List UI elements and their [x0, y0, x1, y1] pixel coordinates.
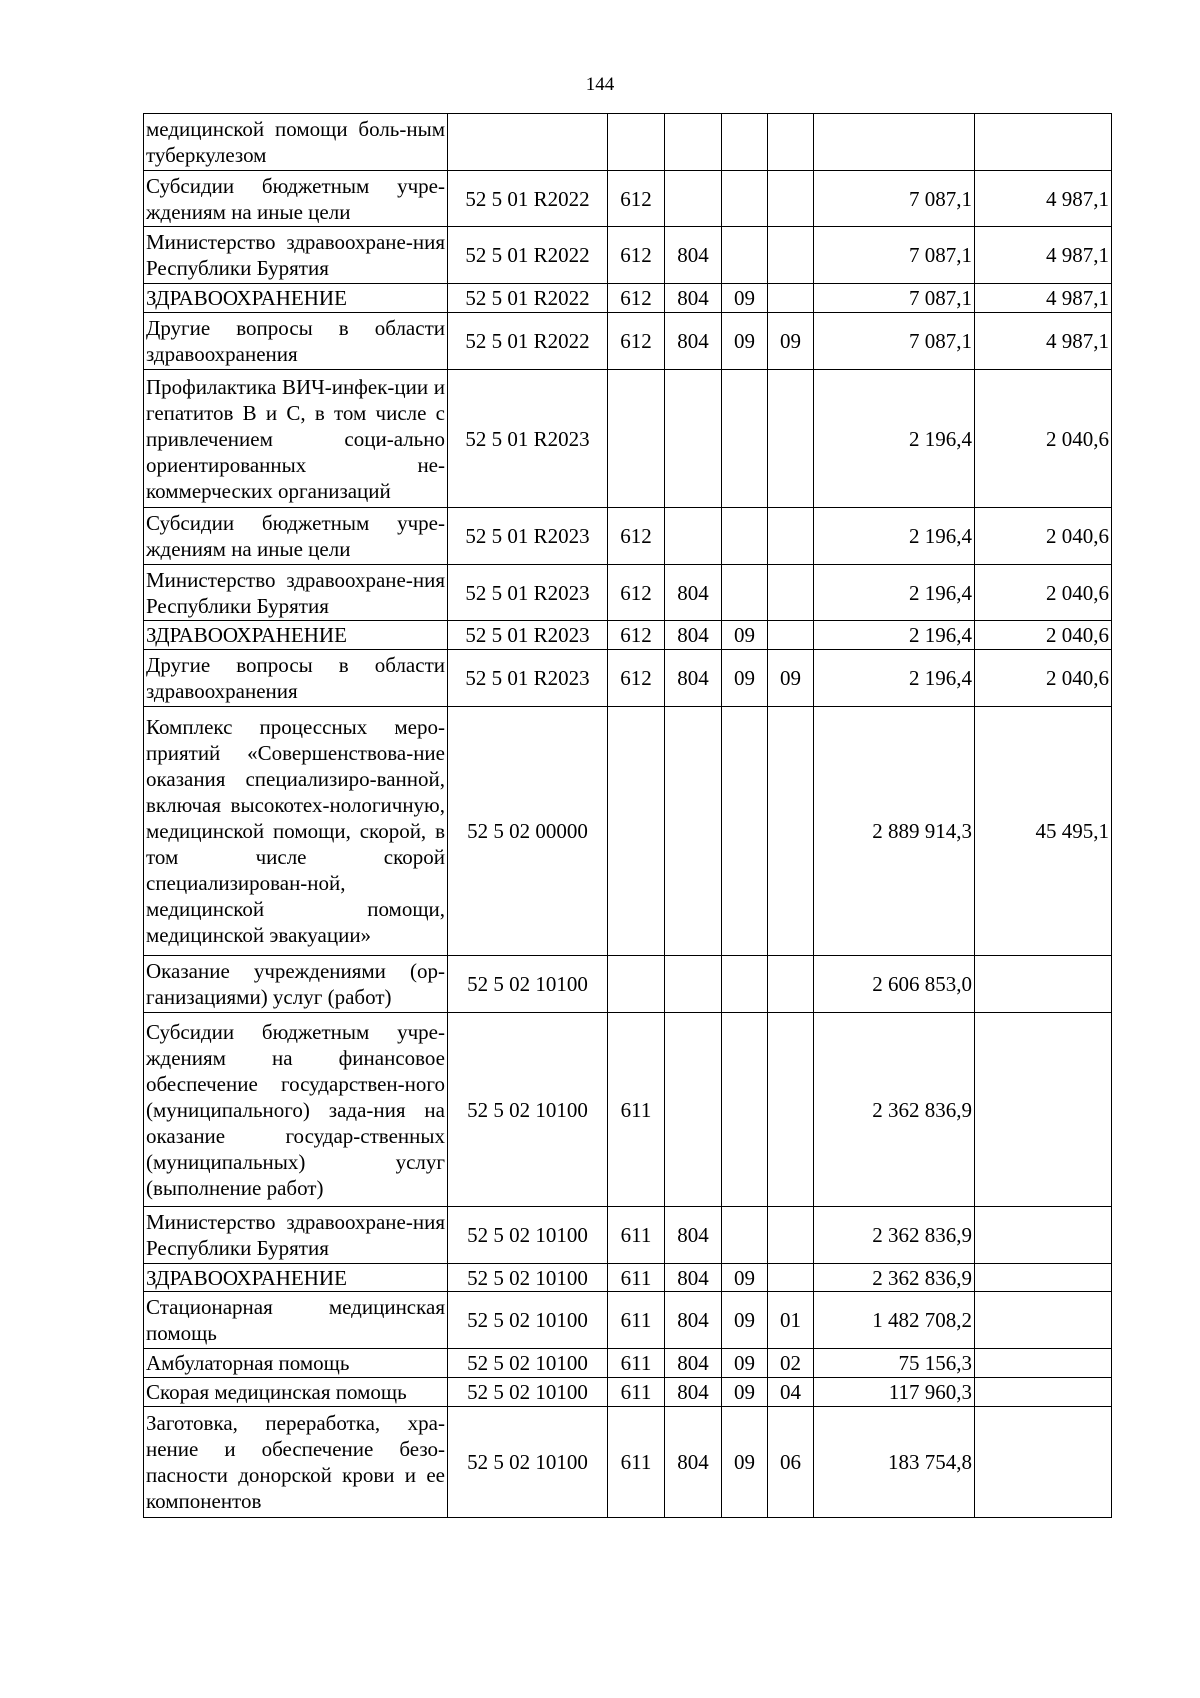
amount-2-cell [975, 1349, 1112, 1378]
table-row [144, 1013, 1112, 1207]
row-name-cell: Министерство здравоохране-ния Республики Бурятия [144, 227, 448, 284]
amount-2-cell: 2 040,6 [975, 370, 1112, 508]
expense-type-cell: 611 [608, 1013, 665, 1207]
expense-type-cell: 612 [608, 621, 665, 650]
amount-cell: 2 606 853,0 [814, 956, 975, 1013]
amount-cell: 7 087,1 [814, 313, 975, 370]
administrator-code-cell: 804 [665, 621, 722, 650]
amount-cell: 7 087,1 [814, 284, 975, 313]
amount-2-cell: 4 987,1 [975, 227, 1112, 284]
target-article-code-cell: 52 5 01 R2023 [448, 370, 608, 508]
row-name-cell: Оказание учреждениями (ор-ганизациями) услуг (работ) [144, 956, 448, 1013]
administrator-code-cell: 804 [665, 1264, 722, 1292]
administrator-code-cell: 804 [665, 227, 722, 284]
amount-2-cell [975, 1292, 1112, 1349]
administrator-code-cell [665, 370, 722, 508]
row-name-cell: ЗДРАВООХРАНЕНИЕ [144, 284, 448, 313]
amount-2-cell [975, 956, 1112, 1013]
amount-cell: 2 362 836,9 [814, 1207, 975, 1264]
section-code-cell: 09 [722, 313, 768, 370]
row-name-cell: Субсидии бюджетным учре-ждениям на иные цели [144, 508, 448, 565]
subsection-code-cell: 01 [768, 1292, 814, 1349]
subsection-code-cell [768, 956, 814, 1013]
administrator-code-cell: 804 [665, 1292, 722, 1349]
subsection-code-cell [768, 227, 814, 284]
amount-cell: 117 960,3 [814, 1378, 975, 1407]
expense-type-cell: 611 [608, 1407, 665, 1518]
expense-type-cell [608, 956, 665, 1013]
target-article-code-cell: 52 5 01 R2023 [448, 508, 608, 565]
amount-2-cell: 2 040,6 [975, 650, 1112, 707]
expense-type-cell: 612 [608, 565, 665, 621]
subsection-code-cell [768, 621, 814, 650]
administrator-code-cell [665, 956, 722, 1013]
administrator-code-cell: 804 [665, 313, 722, 370]
table-row [144, 621, 1112, 650]
section-code-cell [722, 1013, 768, 1207]
table-row [144, 313, 1112, 370]
amount-cell: 2 889 914,3 [814, 707, 975, 956]
row-name-cell: Министерство здравоохране-ния Республики Бурятия [144, 1207, 448, 1264]
section-code-cell [722, 171, 768, 227]
expense-type-cell: 611 [608, 1207, 665, 1264]
target-article-code-cell: 52 5 02 10100 [448, 1264, 608, 1292]
row-name-cell: ЗДРАВООХРАНЕНИЕ [144, 621, 448, 650]
administrator-code-cell [665, 707, 722, 956]
section-code-cell: 09 [722, 1264, 768, 1292]
amount-2-cell [975, 1207, 1112, 1264]
administrator-code-cell: 804 [665, 565, 722, 621]
expense-type-cell [608, 370, 665, 508]
amount-2-cell: 45 495,1 [975, 707, 1112, 956]
target-article-code-cell: 52 5 02 10100 [448, 1349, 608, 1378]
target-article-code-cell: 52 5 01 R2023 [448, 565, 608, 621]
expense-type-cell: 611 [608, 1378, 665, 1407]
section-code-cell [722, 1207, 768, 1264]
row-name-cell: Субсидии бюджетным учре-ждениям на иные цели [144, 171, 448, 227]
expense-type-cell: 612 [608, 284, 665, 313]
table-row [144, 227, 1112, 284]
amount-cell: 2 196,4 [814, 621, 975, 650]
subsection-code-cell [768, 370, 814, 508]
amount-cell [814, 114, 975, 171]
administrator-code-cell: 804 [665, 650, 722, 707]
table-row [144, 1378, 1112, 1407]
section-code-cell [722, 707, 768, 956]
row-name-cell: Амбулаторная помощь [144, 1349, 448, 1378]
expense-type-cell: 611 [608, 1264, 665, 1292]
expense-type-cell: 611 [608, 1349, 665, 1378]
administrator-code-cell [665, 114, 722, 171]
subsection-code-cell [768, 171, 814, 227]
amount-2-cell [975, 1264, 1112, 1292]
administrator-code-cell: 804 [665, 1407, 722, 1518]
table-row [144, 1407, 1112, 1518]
subsection-code-cell [768, 284, 814, 313]
amount-2-cell [975, 1013, 1112, 1207]
table-row [144, 171, 1112, 227]
expense-type-cell [608, 707, 665, 956]
table-row [144, 565, 1112, 621]
target-article-code-cell: 52 5 01 R2022 [448, 313, 608, 370]
subsection-code-cell: 09 [768, 650, 814, 707]
amount-cell: 2 362 836,9 [814, 1013, 975, 1207]
row-name-cell: Другие вопросы в области здравоохранения [144, 313, 448, 370]
administrator-code-cell: 804 [665, 284, 722, 313]
row-name-cell: Скорая медицинская помощь [144, 1378, 448, 1407]
target-article-code-cell: 52 5 02 10100 [448, 956, 608, 1013]
row-name-cell: Субсидии бюджетным учре-ждениям на финансовое обеспечение государствен-ного (муниципального) зада-ния на оказание государ-ственных (муниципальных) услуг (выполнение работ) [144, 1013, 448, 1207]
target-article-code-cell: 52 5 02 00000 [448, 707, 608, 956]
amount-2-cell: 2 040,6 [975, 565, 1112, 621]
expense-type-cell: 612 [608, 508, 665, 565]
table-row [144, 1349, 1112, 1378]
amount-2-cell [975, 1407, 1112, 1518]
expense-type-cell: 612 [608, 313, 665, 370]
target-article-code-cell: 52 5 02 10100 [448, 1407, 608, 1518]
expense-type-cell [608, 114, 665, 171]
section-code-cell: 09 [722, 1349, 768, 1378]
subsection-code-cell: 09 [768, 313, 814, 370]
amount-cell: 7 087,1 [814, 227, 975, 284]
section-code-cell: 09 [722, 621, 768, 650]
table-row [144, 1207, 1112, 1264]
section-code-cell [722, 114, 768, 171]
table-row [144, 284, 1112, 313]
amount-cell: 75 156,3 [814, 1349, 975, 1378]
subsection-code-cell [768, 565, 814, 621]
budget-table [143, 113, 1112, 1518]
table-row [144, 1292, 1112, 1349]
target-article-code-cell: 52 5 01 R2022 [448, 284, 608, 313]
administrator-code-cell [665, 171, 722, 227]
amount-cell: 2 196,4 [814, 650, 975, 707]
amount-cell: 2 196,4 [814, 508, 975, 565]
row-name-cell: медицинской помощи боль-ным туберкулезом [144, 114, 448, 171]
subsection-code-cell [768, 707, 814, 956]
section-code-cell [722, 370, 768, 508]
amount-2-cell [975, 1378, 1112, 1407]
amount-cell: 2 196,4 [814, 565, 975, 621]
amount-2-cell: 2 040,6 [975, 508, 1112, 565]
administrator-code-cell: 804 [665, 1378, 722, 1407]
row-name-cell: ЗДРАВООХРАНЕНИЕ [144, 1264, 448, 1292]
row-name-cell: Другие вопросы в области здравоохранения [144, 650, 448, 707]
target-article-code-cell: 52 5 02 10100 [448, 1013, 608, 1207]
amount-cell: 2 196,4 [814, 370, 975, 508]
amount-cell: 183 754,8 [814, 1407, 975, 1518]
target-article-code-cell: 52 5 02 10100 [448, 1292, 608, 1349]
table-row [144, 370, 1112, 508]
row-name-cell: Министерство здравоохране-ния Республики Бурятия [144, 565, 448, 621]
table-row [144, 956, 1112, 1013]
subsection-code-cell [768, 1264, 814, 1292]
section-code-cell [722, 508, 768, 565]
table-row [144, 650, 1112, 707]
administrator-code-cell [665, 1013, 722, 1207]
row-name-cell: Заготовка, переработка, хра-нение и обеспечение безо-пасности донорской крови и ее компонентов [144, 1407, 448, 1518]
amount-cell: 7 087,1 [814, 171, 975, 227]
section-code-cell [722, 565, 768, 621]
target-article-code-cell [448, 114, 608, 171]
amount-2-cell: 4 987,1 [975, 171, 1112, 227]
administrator-code-cell [665, 508, 722, 565]
target-article-code-cell: 52 5 02 10100 [448, 1378, 608, 1407]
subsection-code-cell [768, 508, 814, 565]
amount-cell: 2 362 836,9 [814, 1264, 975, 1292]
row-name-cell: Стационарная медицинская помощь [144, 1292, 448, 1349]
page-number: 144 [585, 74, 615, 95]
subsection-code-cell: 04 [768, 1378, 814, 1407]
target-article-code-cell: 52 5 02 10100 [448, 1207, 608, 1264]
table-row [144, 1264, 1112, 1292]
subsection-code-cell: 06 [768, 1407, 814, 1518]
section-code-cell: 09 [722, 1407, 768, 1518]
target-article-code-cell: 52 5 01 R2022 [448, 171, 608, 227]
table-row [144, 508, 1112, 565]
amount-2-cell: 4 987,1 [975, 284, 1112, 313]
section-code-cell [722, 227, 768, 284]
section-code-cell: 09 [722, 1292, 768, 1349]
expense-type-cell: 611 [608, 1292, 665, 1349]
section-code-cell: 09 [722, 1378, 768, 1407]
subsection-code-cell: 02 [768, 1349, 814, 1378]
target-article-code-cell: 52 5 01 R2023 [448, 621, 608, 650]
amount-cell: 1 482 708,2 [814, 1292, 975, 1349]
row-name-cell: Комплекс процессных меро-приятий «Совершенствова-ние оказания специализиро-ванной, включая высокотех-нологичную, медицинской помощи, скорой, в том числе скорой специализирован-ной, медицинской помощи, медицинской эвакуации» [144, 707, 448, 956]
expense-type-cell: 612 [608, 227, 665, 284]
amount-2-cell [975, 114, 1112, 171]
amount-2-cell: 4 987,1 [975, 313, 1112, 370]
table-row [144, 114, 1112, 171]
subsection-code-cell [768, 114, 814, 171]
subsection-code-cell [768, 1207, 814, 1264]
administrator-code-cell: 804 [665, 1207, 722, 1264]
table-row [144, 707, 1112, 956]
administrator-code-cell: 804 [665, 1349, 722, 1378]
target-article-code-cell: 52 5 01 R2023 [448, 650, 608, 707]
amount-2-cell: 2 040,6 [975, 621, 1112, 650]
target-article-code-cell: 52 5 01 R2022 [448, 227, 608, 284]
expense-type-cell: 612 [608, 171, 665, 227]
row-name-cell: Профилактика ВИЧ-инфек-ции и гепатитов B и C, в том числе с привлечением соци-ально ориентированных не-коммерческих организаций [144, 370, 448, 508]
section-code-cell [722, 956, 768, 1013]
expense-type-cell: 612 [608, 650, 665, 707]
subsection-code-cell [768, 1013, 814, 1207]
section-code-cell: 09 [722, 284, 768, 313]
section-code-cell: 09 [722, 650, 768, 707]
